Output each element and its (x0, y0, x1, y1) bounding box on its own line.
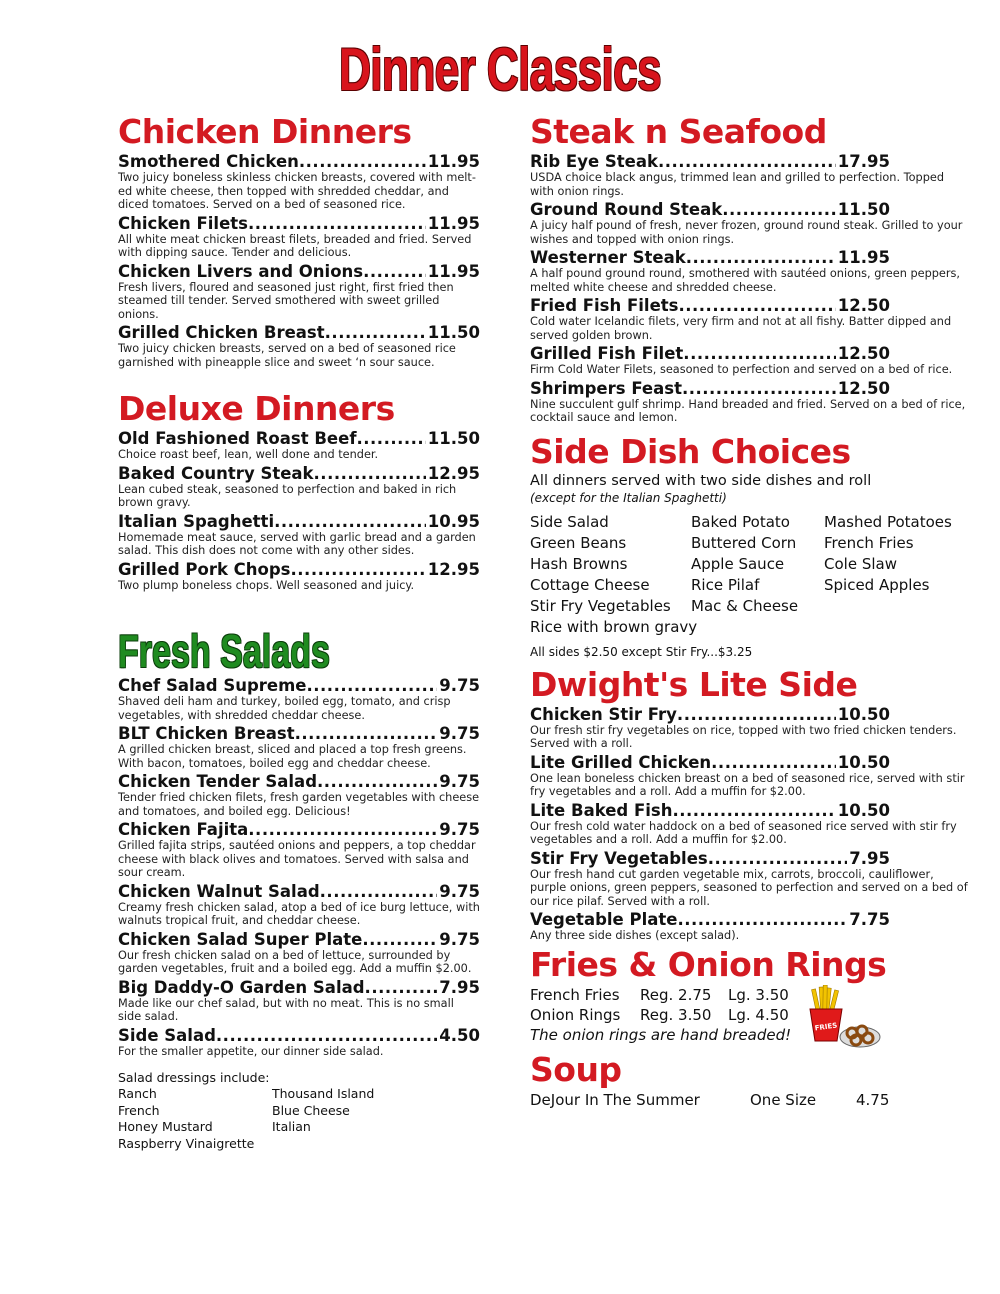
soup-size: One Size (750, 1090, 817, 1109)
side-dish-item: Mac & Cheese (691, 596, 799, 615)
menu-item-line (530, 753, 890, 772)
dot-leader (658, 152, 836, 171)
menu-item-description: One lean boneless chicken breast on a bed of seasoned rice, served with stir fry vegetables and a roll. Add a muffin for $2.00. (530, 771, 965, 798)
menu-item-name: Fried Fish Filets (530, 296, 679, 315)
menu-item-price: 7.95 (439, 977, 480, 997)
dressing-item: Raspberry Vinaigrette (118, 1135, 255, 1151)
dot-leader (678, 296, 835, 315)
menu-item-name: Smothered Chicken (118, 152, 299, 171)
menu-item-description: For the smaller appetite, our dinner side salad. (118, 1044, 384, 1058)
fresh-salads-list (118, 676, 480, 1058)
menu-item-name: Chicken Fajita (118, 820, 249, 839)
menu-item-line (530, 379, 890, 398)
side-dish-item: Cole Slaw (824, 554, 897, 573)
onion-rings-note: The onion rings are hand breaded! (530, 1025, 792, 1044)
menu-item-line (118, 772, 480, 791)
menu-item-price: 9.75 (439, 820, 480, 839)
menu-item-price: 9.75 (439, 772, 480, 791)
dot-leader (683, 344, 836, 363)
dot-leader (672, 801, 835, 820)
menu-item-description: USDA choice black angus, trimmed lean and grilled to perfection. Topped with onion rings. (530, 171, 944, 198)
fresh-salads-heading: Fresh Salads (118, 625, 330, 677)
menu-item-description: A grilled chicken breast, sliced and placed a top fresh greens. With bacon, tomatoes, boiled egg and cheddar cheese. (118, 743, 467, 770)
fries-row (530, 985, 970, 1005)
menu-item-description: Our fresh hand cut garden vegetable mix, carrots, broccoli, cauliflower, purple onions, green peppers, seasoned to perfection and served on a bed of our rice pilaf. Served with a roll. (530, 867, 968, 908)
side-dish-item: Side Salad (530, 512, 609, 531)
menu-item-name: Vegetable Plate (530, 910, 678, 929)
menu-item-description: Firm Cold Water Filets, seasoned to perfection and served on a bed of rice. (530, 363, 953, 376)
menu-item-price: 9.75 (439, 881, 480, 901)
dot-leader (325, 323, 426, 342)
menu-item-price: 11.95 (427, 261, 480, 281)
dot-leader (708, 849, 848, 868)
menu-item-line (530, 705, 890, 724)
menu-item-description: A half pound ground round, smothered with sautéed onions, green peppers, melted white cheese and shredded cheese. (530, 267, 960, 294)
fries-row-reg: Reg. 2.75 (640, 985, 712, 1004)
menu-item-line (530, 849, 890, 868)
menu-item-description: Fresh livers, floured and seasoned just right, first fried then steamed till tender. Served smothered with sweet grilled onions. (118, 280, 454, 321)
side-dish-item: Buttered Corn (691, 533, 797, 552)
lite-side-heading: Dwight's Lite Side (530, 664, 858, 704)
onion-rings-row-name: Onion Rings (530, 1005, 621, 1024)
dot-leader (362, 930, 437, 949)
dressing-item: Thousand Island (272, 1086, 375, 1101)
menu-item-name: Baked Country Steak (118, 463, 314, 483)
menu-item-name: Chicken Tender Salad (118, 772, 318, 791)
menu-item-name: Big Daddy-O Garden Salad (118, 977, 365, 997)
dot-leader (274, 512, 426, 531)
menu-item-name: BLT Chicken Breast (118, 724, 295, 743)
steak-seafood-heading: Steak n Seafood (530, 112, 827, 151)
onion-rings-row-lg: Lg. 4.50 (728, 1005, 789, 1024)
menu-item-price: 17.95 (837, 152, 890, 171)
deluxe-dinners-heading: Deluxe Dinners (118, 389, 395, 428)
dot-leader (248, 820, 437, 839)
menu-item-line (118, 676, 480, 695)
menu-item-price: 9.75 (439, 929, 480, 949)
fries-rings-block (530, 985, 970, 1045)
side-dish-item: Green Beans (530, 533, 627, 552)
menu-item-line (530, 344, 890, 363)
side-dish-item: Rice with brown gravy (530, 617, 698, 636)
menu-item-price: 11.50 (427, 323, 480, 342)
menu-item-description: Creamy fresh chicken salad, atop a bed of ice burg lettuce, with walnuts tropical fruit, and cheddar cheese. (118, 900, 480, 927)
soup-heading: Soup (530, 1049, 622, 1089)
dot-leader (686, 248, 836, 267)
dot-leader (677, 705, 836, 724)
menu-item-line (118, 214, 480, 233)
menu-item-description: Lean cubed steak, seasoned to perfection and baked in rich brown gravy. (118, 482, 457, 509)
side-dish-item: Cottage Cheese (530, 575, 650, 594)
menu-item-name: Side Salad (118, 1025, 216, 1045)
dot-leader (365, 978, 438, 997)
menu-item-price: 7.75 (849, 910, 890, 929)
menu-item-price: 12.95 (427, 463, 480, 483)
menu-item-description: Nine succulent gulf shrimp. Hand breaded and fried. Served on a bed of rice, cocktail sauce and lemon. (530, 397, 966, 424)
onion-rings-row-reg: Reg. 3.50 (640, 1005, 712, 1024)
dressing-item: Ranch (118, 1086, 157, 1101)
deluxe-dinners-list (118, 429, 480, 592)
menu-item-line (530, 200, 890, 219)
soup-price: 4.75 (856, 1090, 890, 1109)
menu-item-price: 12.95 (427, 559, 480, 579)
menu-item-price: 11.95 (427, 152, 480, 171)
menu-item-price: 12.50 (837, 378, 890, 398)
menu-item-line (118, 560, 480, 579)
menu-item-name: Old Fashioned Roast Beef (118, 429, 357, 448)
side-dish-item: Spiced Apples (824, 575, 930, 594)
menu-item-line (118, 1026, 480, 1045)
dot-leader (320, 882, 438, 901)
menu-item-price: 11.50 (427, 429, 480, 448)
menu-item-price: 10.50 (837, 752, 890, 772)
dressing-item: Blue Cheese (272, 1102, 350, 1118)
page-title: Dinner Classics (338, 36, 662, 103)
menu-item-description: Made like our chef salad, but with no meat. This is no small side salad. (118, 996, 454, 1023)
soup-row (530, 1090, 970, 1110)
menu-item-line (118, 724, 480, 743)
fries-and-onion-rings-icon (804, 985, 884, 1055)
side-dish-item: French Fries (824, 533, 914, 552)
dot-leader (363, 262, 426, 281)
menu-item-description: Our fresh cold water haddock on a bed of seasoned rice served with stir fry vegetables and a roll. Add a muffin for $2.00. (530, 819, 957, 846)
menu-item-line (118, 429, 480, 448)
menu-item-name: Chef Salad Supreme (118, 676, 307, 695)
menu-item-description: Cold water Icelandic filets, very firm and not at all fishy. Batter dipped and served golden brown. (530, 315, 952, 342)
menu-item-price: 12.50 (837, 296, 890, 315)
dressings-list (118, 1086, 480, 1152)
menu-item-description: Grilled fajita strips, sautéed onions and peppers, a top cheddar cheese with black olives and tomatoes. Served with salsa and sour cream. (118, 839, 476, 879)
menu-item-name: Lite Grilled Chicken (530, 752, 712, 772)
menu-item-price: 7.95 (849, 848, 890, 868)
menu-item-description: Homemade meat sauce, served with garlic bread and a garden salad. This dish does not come with any other sides. (118, 530, 476, 557)
chicken-dinners-list (118, 152, 480, 369)
menu-item-line (530, 152, 890, 171)
menu-item-name: Grilled Fish Filet (530, 344, 684, 363)
menu-item-line (118, 820, 480, 839)
dressing-item: Italian (272, 1119, 311, 1134)
menu-item-line (118, 323, 480, 342)
dot-leader (295, 724, 438, 743)
menu-item-price: 10.50 (837, 800, 890, 820)
menu-item-price: 11.50 (837, 200, 890, 219)
dot-leader (314, 464, 426, 483)
menu-item-line (530, 248, 890, 267)
menu-item-line (118, 512, 480, 531)
menu-item-price: 11.95 (427, 213, 480, 233)
menu-item-description: Any three side dishes (except salad). (530, 929, 740, 942)
menu-item-price: 11.95 (837, 248, 890, 267)
menu-item-line (118, 152, 480, 171)
menu-item-price: 9.75 (439, 676, 480, 695)
fries-row-lg: Lg. 3.50 (728, 985, 789, 1004)
dressing-item: French (118, 1102, 160, 1118)
menu-item-description: Our fresh stir fry vegetables on rice, topped with two fried chicken tenders. Served with a roll. (530, 723, 957, 750)
menu-item-price: 9.75 (439, 724, 480, 743)
menu-item-name: Stir Fry Vegetables (530, 848, 708, 868)
lite-side-list (530, 705, 970, 943)
side-dish-item: Hash Browns (530, 554, 628, 573)
menu-item-line (530, 296, 890, 315)
fries-rings-heading: Fries & Onion Rings (530, 944, 887, 984)
menu-item-name: Chicken Walnut Salad (118, 881, 320, 901)
menu-item-description: Choice roast beef, lean, well done and tender. (118, 448, 379, 461)
menu-item-line (118, 882, 480, 901)
dot-leader (291, 560, 426, 579)
side-dish-item: Apple Sauce (691, 554, 785, 573)
menu-item-name: Chicken Stir Fry (530, 704, 677, 724)
side-dishes-subtitle: All dinners served with two side dishes and roll (530, 472, 872, 489)
menu-item-name: Shrimpers Feast (530, 378, 682, 398)
right-column (530, 112, 970, 1110)
side-dishes-heading: Side Dish Choices (530, 431, 851, 471)
menu-item-line (530, 801, 890, 820)
menu-item-name: Chicken Salad Super Plate (118, 929, 363, 949)
menu-item-name: Grilled Chicken Breast (118, 323, 325, 342)
side-dishes-subnote: (except for the Italian Spaghetti) (530, 490, 727, 505)
side-dishes-price-note: All sides $2.50 except Stir Fry...$3.25 (530, 644, 753, 659)
side-dish-item (824, 596, 964, 617)
menu-item-name: Ground Round Steak (530, 200, 723, 219)
dot-leader (216, 1026, 437, 1045)
left-column (118, 112, 480, 1152)
menu-item-description: All white meat chicken breast filets, breaded and fried. Served with dipping sauce. Tender and delicious. (118, 232, 472, 259)
chicken-dinners-heading: Chicken Dinners (118, 112, 412, 151)
menu-item-name: Westerner Steak (530, 248, 686, 267)
steak-seafood-list (530, 152, 970, 425)
dot-leader (317, 772, 437, 791)
side-dish-item: Baked Potato (691, 512, 790, 531)
dot-leader (357, 429, 426, 448)
menu-item-name: Chicken Filets (118, 213, 248, 233)
side-dish-item: Stir Fry Vegetables (530, 596, 671, 615)
menu-item-name: Rib Eye Steak (530, 152, 658, 171)
menu-item-price: 10.95 (427, 511, 480, 531)
soup-name: DeJour In The Summer (530, 1090, 700, 1109)
menu-item-name: Lite Baked Fish (530, 800, 673, 820)
menu-item-line (118, 978, 480, 997)
menu-item-line (118, 262, 480, 281)
side-dishes-grid (530, 512, 970, 638)
menu-item-price: 12.50 (837, 344, 890, 363)
dot-leader (722, 200, 836, 219)
menu-item-price: 10.50 (837, 704, 890, 724)
side-dish-item: Mashed Potatoes (824, 512, 952, 531)
menu-item-description: Tender fried chicken filets, fresh garden vegetables with cheese and tomatoes, and boiled egg. Delicious! (118, 791, 480, 818)
onion-rings-row (530, 1005, 970, 1025)
menu-item-name: Chicken Livers and Onions (118, 261, 364, 281)
menu-item-description: Two juicy chicken breasts, served on a bed of seasoned rice garnished with pineapple slice and sweet ‘n sour sauce. (118, 342, 456, 369)
dot-leader (307, 676, 438, 695)
menu-item-description: Two juicy boneless skinless chicken breasts, covered with melt-ed white cheese, then topped with shredded cheddar, and diced tomatoes. Served on a bed of seasoned rice. (118, 171, 476, 211)
dot-leader (299, 152, 426, 171)
menu-item-price: 4.50 (439, 1025, 480, 1045)
menu-item-line (530, 910, 890, 929)
dot-leader (682, 379, 836, 398)
side-dish-item: Rice Pilaf (691, 575, 760, 594)
menu-item-line (118, 930, 480, 949)
menu-item-description: A juicy half pound of fresh, never frozen, ground round steak. Grilled to your wishes and topped with onion rings. (530, 219, 963, 246)
menu-item-name: Italian Spaghetti (118, 511, 275, 531)
dot-leader (248, 214, 426, 233)
fries-icon-label: FRIES (814, 1020, 838, 1033)
menu-item-name: Grilled Pork Chops (118, 559, 291, 579)
dot-leader (711, 753, 836, 772)
fries-row-name: French Fries (530, 985, 620, 1004)
dot-leader (677, 910, 847, 929)
menu-item-line (118, 464, 480, 483)
dressing-item: Honey Mustard (118, 1119, 213, 1134)
menu-item-description: Shaved deli ham and turkey, boiled egg, tomato, and crisp vegetables, with shredded cheddar cheese. (118, 695, 451, 722)
menu-item-description: Our fresh chicken salad on a bed of lettuce, surrounded by garden vegetables, fruit and a boiled egg. Add a muffin $2.00. (118, 948, 472, 975)
dressings-title: Salad dressings include: (118, 1070, 270, 1085)
menu-item-description: Two plump boneless chops. Well seasoned and juicy. (118, 578, 415, 592)
